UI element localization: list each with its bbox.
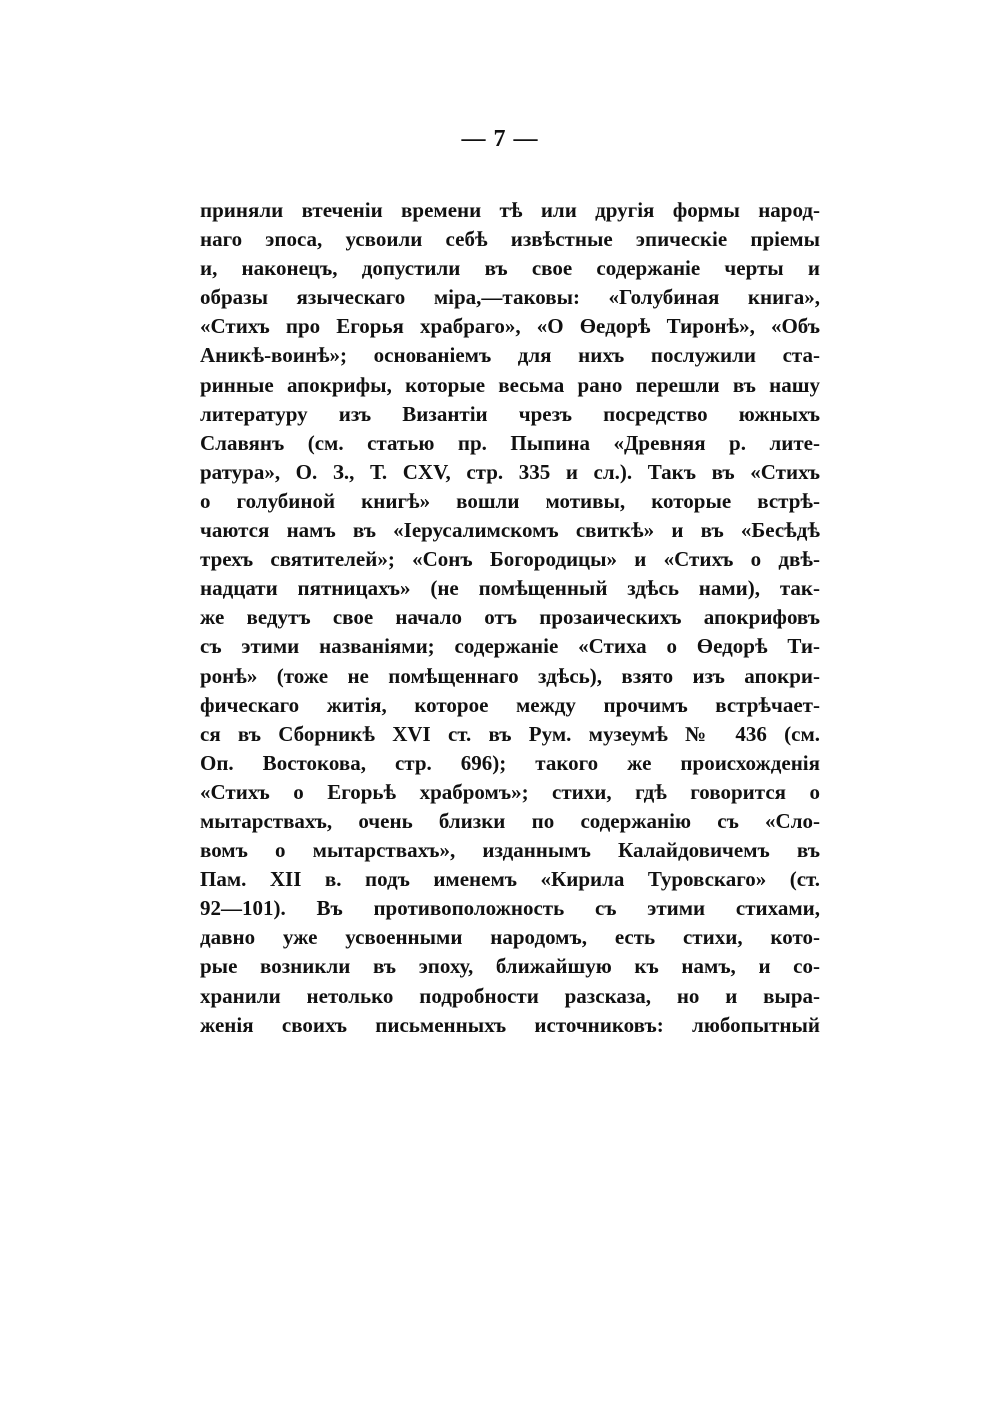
text-line: ся въ Сборникѣ XVI ст. въ Рум. музеумѣ № 436 (см.	[200, 721, 820, 746]
text-line: вомъ о мытарствахъ», изданнымъ Калайдовичемъ въ	[200, 838, 820, 863]
text-line: ратура», О. З., Т. CXV, стр. 335 и сл.). Такъ въ «Стихъ	[200, 459, 820, 484]
text-line: «Стихъ про Егорья храбраго», «О Өедорѣ Тиронѣ», «Объ	[200, 314, 820, 339]
text-line: наго эпоса, усвоили себѣ извѣстные эпическіе пріемы	[200, 227, 820, 252]
text-line: Пам. XII в. подъ именемъ «Кирила Туровскаго» (ст.	[200, 867, 820, 892]
text-line: о голубиной книгѣ» вошли мотивы, которые встрѣ-	[200, 488, 820, 513]
text-line: Оп. Востокова, стр. 696); такого же происхожденія	[200, 750, 820, 775]
text-line: съ этими названіями; содержаніе «Стиха о Өедорѣ Ти-	[200, 634, 820, 659]
text-line: «Стихъ о Егорьѣ храбромъ»; стихи, гдѣ говорится о	[200, 779, 820, 804]
text-line: надцати пятницахъ» (не помѣщенный здѣсь нами), так-	[200, 576, 820, 601]
text-line: женія своихъ письменныхъ источниковъ: любопытный	[200, 1012, 820, 1037]
text-line: Аникѣ-воинѣ»; основаніемъ для нихъ послужили ста-	[200, 343, 820, 368]
text-line: хранили нетолько подробности разсказа, но и выра-	[200, 983, 820, 1008]
text-line: литературу изъ Византіи чрезъ посредство южныхъ	[200, 401, 820, 426]
text-line: мытарствахъ, очень близки по содержанію съ «Сло-	[200, 808, 820, 833]
text-line: ринные апокрифы, которые весьма рано перешли въ нашу	[200, 372, 820, 397]
text-line: и, наконецъ, допустили въ свое содержаніе черты и	[200, 256, 820, 281]
body-text	[200, 196, 820, 1040]
text-line: образы языческаго міра,—таковы: «Голубиная книга»,	[200, 285, 820, 310]
text-line: трехъ святителей»; «Сонъ Богородицы» и «Стихъ о двѣ-	[200, 547, 820, 572]
text-line: давно уже усвоенными народомъ, есть стихи, кото-	[200, 925, 820, 950]
text-line: ронѣ» (тоже не помѣщеннаго здѣсь), взято изъ апокри-	[200, 663, 820, 688]
text-line: рые возникли въ эпоху, ближайшую къ намъ, и со-	[200, 954, 820, 979]
text-line: фическаго житія, которое между прочимъ встрѣчает-	[200, 692, 820, 717]
page-number: — 7 —	[461, 126, 539, 152]
text-line: приняли втеченіи времени тѣ или другія формы народ-	[200, 198, 820, 222]
text-line: Славянъ (см. статью пр. Пыпина «Древняя р. лите-	[200, 430, 820, 455]
text-line: 92—101). Въ противоположность съ этими стихами,	[200, 896, 820, 921]
text-line: же ведутъ свое начало отъ прозаическихъ апокрифовъ	[200, 605, 820, 630]
text-line: чаются намъ въ «Іерусалимскомъ свиткѣ» и въ «Бесѣдѣ	[200, 518, 820, 543]
